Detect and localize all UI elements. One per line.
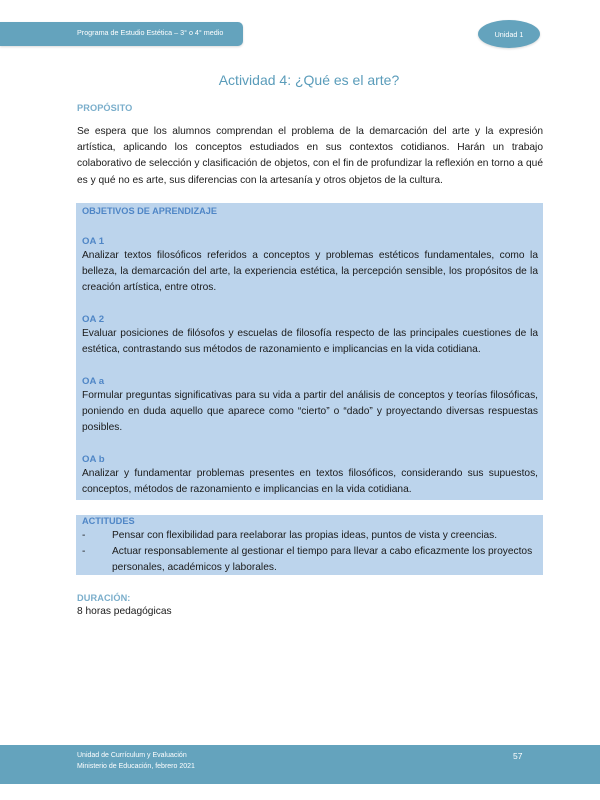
purpose-text: Se espera que los alumnos comprendan el problema de la demarcación del arte y la expresión artística, aplicando los conceptos estudiados en sus contextos cotidianos. Harán un trabajo colaborativo de selección y clasificación de objetos, con el fin de profundizar la reflexión en torno a qué es y qué no es arte, sus diferencias con la artesanía y otros objetos de la cultura. — [77, 126, 543, 186]
attitude-item — [82, 544, 538, 576]
oa-label-2: OA 2 — [82, 314, 105, 325]
oa-label-1: OA 1 — [82, 236, 105, 247]
page-number: 57 — [513, 751, 523, 761]
attitudes-box — [76, 515, 543, 575]
oa-text-1: Analizar textos filosóficos referidos a conceptos y problemas estéticos fundamentales, como la belleza, la demarcación del arte, la experiencia estética, la percepción sensible, los propósitos de la creación artística, entre otros. — [82, 250, 538, 294]
attitude-text: Actuar responsablemente al gestionar el tiempo para llevar a cabo eficazmente los proyectos personales, académicos y laborales. — [112, 546, 533, 573]
unit-badge — [478, 20, 540, 48]
attitudes-heading: ACTITUDES — [82, 516, 135, 526]
purpose-heading: PROPÓSITO — [77, 103, 133, 113]
oa-label-b: OA b — [82, 454, 105, 465]
program-header-bar — [0, 22, 243, 46]
attitudes-list — [82, 528, 538, 576]
activity-title: Actividad 4: ¿Qué es el arte? — [218, 72, 400, 88]
duration-value: 8 horas pedagógicas — [77, 606, 172, 617]
oa-text-2: Evaluar posiciones de filósofos y escuelas de filosofía respecto de las principales cuestiones de la estética, contrastando sus métodos de razonamiento e implicancias en la vida cotidiana. — [82, 328, 538, 356]
oa-text-a: Formular preguntas significativas para su vida a partir del análisis de conceptos y teorías filosóficas, poniendo en duda aquello que aparece como “cierto” o “dado” y proyectando diversas respuestas posibles. — [82, 390, 538, 434]
oa-label-a: OA a — [82, 376, 105, 387]
bullet-dash-icon: - — [82, 546, 86, 557]
attitude-item — [82, 528, 538, 544]
learning-objectives-heading: OBJETIVOS DE APRENDIZAJE — [82, 206, 217, 216]
footer-unit-name: Unidad de Currículum y Evaluación — [77, 752, 187, 759]
attitude-text: Pensar con flexibilidad para reelaborar las propias ideas, puntos de vista y creencias. — [112, 530, 498, 541]
page-footer — [0, 745, 600, 784]
duration-heading: DURACIÓN: — [77, 593, 131, 603]
bullet-dash-icon: - — [82, 530, 86, 541]
learning-objectives-box — [76, 203, 543, 500]
unit-badge-label: Unidad 1 — [494, 29, 524, 39]
oa-text-b: Analizar y fundamentar problemas presentes en textos filosóficos, considerando sus supuestos, conceptos, métodos de razonamiento e implicancias en la vida cotidiana. — [82, 468, 538, 496]
program-title: Programa de Estudio Estética – 3° o 4° medio — [77, 28, 224, 37]
footer-ministry-date: Ministerio de Educación, febrero 2021 — [77, 763, 195, 770]
